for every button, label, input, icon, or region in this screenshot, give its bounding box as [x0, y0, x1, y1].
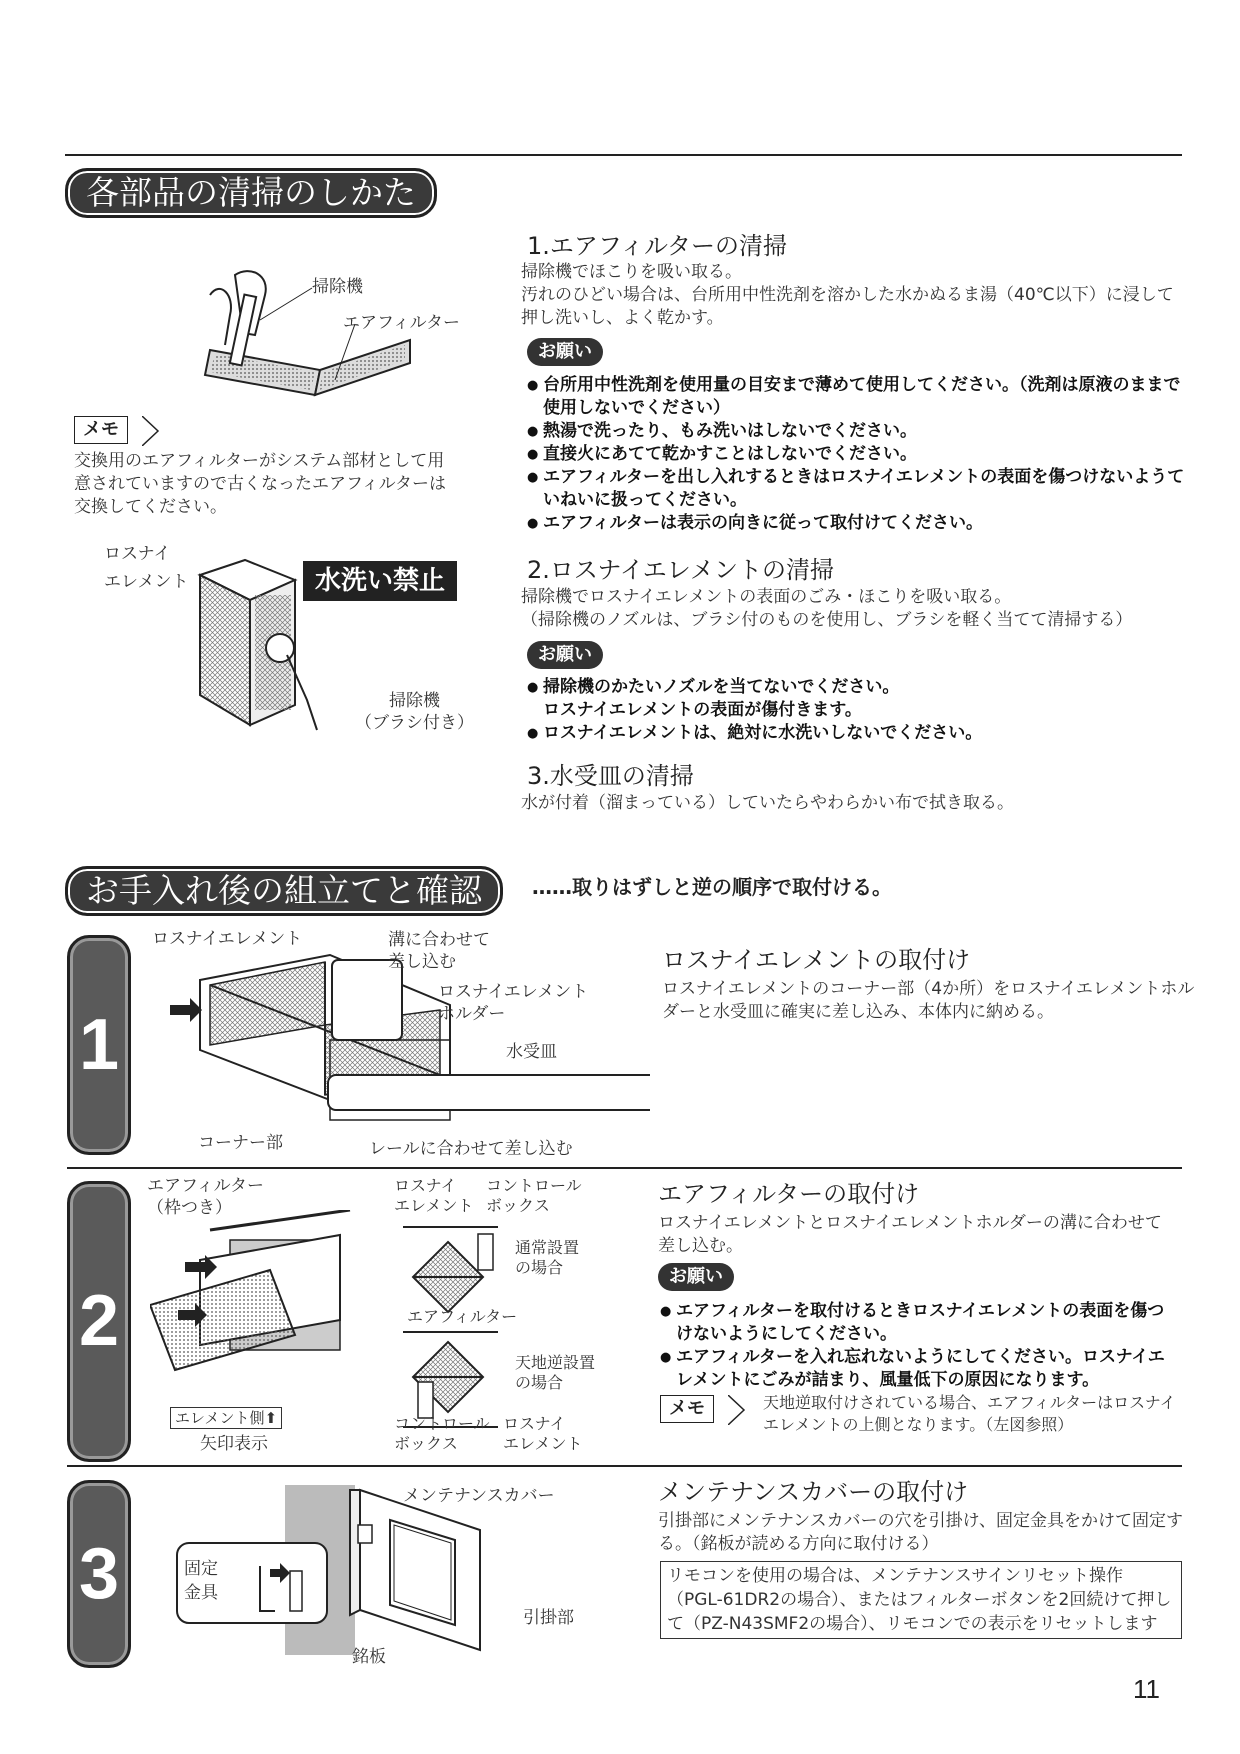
reassembly-subtitle: ……取りはずしと逆の順序で取付ける。 [532, 875, 892, 899]
label-water-tray: 水受皿 [506, 1042, 557, 1062]
step-number-1: 1 [67, 935, 131, 1155]
label-bracket: 固定 金具 [184, 1559, 218, 1603]
list-item: ● 台所用中性洗剤を使用量の目安まで薄めて使用してください。（洗剤は原液のままで使用しないでください） [527, 374, 1187, 420]
text-cover-install: 引掛部にメンテナンスカバーの穴を引掛け、固定金具をかけて固定する。（銘板が読める方向に取付ける） [658, 1511, 1183, 1554]
label-air-filter: エアフィルター [343, 313, 460, 333]
label-nameplate: 銘板 [352, 1647, 386, 1667]
step1-illustration [150, 950, 650, 1140]
label-filter-mid: エアフィルター [407, 1307, 518, 1326]
label-maintenance-cover: メンテナンスカバー [403, 1486, 555, 1506]
arrow-indicator-text: エレメント側 [175, 1409, 265, 1427]
label-arrow-display: 矢印表示 [200, 1434, 268, 1454]
list-item: ● 直接火にあてて乾かすことはしないでください。 [527, 443, 1187, 466]
label-element-step1: ロスナイエレメント [152, 929, 303, 949]
label-holder: ロスナイエレメント ホルダー [438, 982, 589, 1024]
label-rail: レールに合わせて差し込む [369, 1139, 573, 1159]
step-number-3: 3 [67, 1480, 131, 1668]
label-element-top: ロスナイ エレメント [394, 1176, 474, 1215]
text-element-install: ロスナイエレメントのコーナー部（4か所）をロスナイエレメントホルダーと水受皿に確実に差し込み、本体内に納める。 [662, 979, 1195, 1022]
step2-illustration [150, 1210, 360, 1390]
page-number: 11 [1133, 1674, 1160, 1704]
onegai-tag-3: お願い [658, 1263, 734, 1291]
onegai-tag-1: お願い [527, 338, 603, 366]
list-filter-install-cautions [660, 1300, 1180, 1392]
list-item: ● エアフィルターは表示の向きに従って取付けてください。 [527, 512, 1187, 535]
memo-text: 交換用のエアフィルターがシステム部材として用意されていますので古くなったエアフィルターは交換してください。 [74, 451, 446, 517]
list-item: ● エアフィルターを取付けるときロスナイエレメントの表面を傷つけないようにしてください。 [660, 1300, 1180, 1346]
memo-arrow-icon [142, 416, 162, 446]
onegai-tag-2: お願い [527, 641, 603, 669]
label-inverted-install: 天地逆設置 の場合 [515, 1353, 596, 1392]
label-groove: 溝に合わせて 差し込む [388, 930, 490, 972]
list-item: ● 熱湯で洗ったり、もみ洗いはしないでください。 [527, 420, 1187, 443]
text-element-cleaning: 掃除機でロスナイエレメントの表面のごみ・ほこりを吸い取る。 （掃除機のノズルは、ブラシ付のものを使用し、ブラシを軽く当てて清掃する） [521, 587, 1133, 630]
list-element-cautions [527, 676, 1187, 745]
section-title-cleaning: 各部品の清掃のしかた [65, 168, 437, 218]
step-number-2: 2 [67, 1181, 131, 1462]
label-corner: コーナー部 [198, 1133, 283, 1153]
label-lossnay-element: ロスナイ エレメント [104, 544, 189, 592]
list-item: ● ロスナイエレメントは、絶対に水洗いしないでください。 [527, 722, 1187, 745]
badge-no-washing: 水洗い禁止 [303, 561, 457, 601]
label-normal-install: 通常設置 の場合 [515, 1238, 580, 1277]
label-control-bottom: コントロール ボックス [394, 1414, 490, 1453]
list-air-filter-cautions [527, 374, 1187, 535]
memo-arrow-icon [728, 1395, 748, 1425]
remote-reset-note: リモコンを使用の場合は、メンテナンスサインリセット操作（PGL-61DR2の場合）、またはフィルターボタンを2回続けて押して（PZ-N43SMF2の場合）、リモコンでの表示をリセットします [660, 1561, 1182, 1639]
label-vacuum-brush: 掃除機 （ブラシ付き） [355, 691, 474, 733]
list-item: ● エアフィルターを出し入れするときはロスナイエレメントの表面を傷つけないようていねいに扱ってください。 [527, 466, 1187, 512]
label-vacuum: 掃除機 [312, 277, 363, 297]
heading-filter-install: エアフィルターの取付け [658, 1180, 920, 1208]
leader-lines-fig1 [240, 280, 380, 390]
arrow-up-icon: ⬆ [264, 1409, 278, 1427]
heading-element-install: ロスナイエレメントの取付け [662, 946, 971, 974]
heading-element-cleaning: 2.ロスナイエレメントの清掃 [527, 556, 835, 584]
list-item: ● エアフィルターを入れ忘れないようにしてください。ロスナイエレメントにごみが詰まり、風量低下の原因になります。 [660, 1346, 1180, 1392]
label-filter-frame: エアフィルター （枠つき） [147, 1176, 264, 1218]
memo-text-step2: 天地逆取付けされている場合、エアフィルターはロスナイエレメントの上側となります。（左図参照） [763, 1393, 1176, 1434]
orientation-diagram [398, 1222, 528, 1442]
text-filter-install: ロスナイエレメントとロスナイエレメントホルダーの溝に合わせて差し込む。 [658, 1213, 1162, 1256]
heading-air-filter-cleaning: 1.エアフィルターの清掃 [527, 232, 788, 260]
text-tray-cleaning: 水が付着（溜まっている）していたらやわらかい布で拭き取る。 [521, 793, 1014, 813]
heading-tray-cleaning: 3.水受皿の清掃 [527, 762, 694, 790]
section-title-reassembly: お手入れ後の組立てと確認 [65, 866, 503, 916]
label-control-top: コントロール ボックス [486, 1176, 582, 1215]
text-air-filter-cleaning: 掃除機でほこりを吸い取る。 汚れのひどい場合は、台所用中性洗剤を溶かした水かぬるま湯（40℃以下）に浸して押し洗いし、よく乾かす。 [521, 262, 1174, 328]
list-item: ● 掃除機のかたいノズルを当てないでください。 ロスナイエレメントの表面が傷付きます。 [527, 676, 1187, 722]
label-hook: 引掛部 [523, 1608, 574, 1628]
brush-vacuum-icon [262, 630, 332, 740]
memo-tag-step2: メモ [660, 1395, 714, 1423]
arrow-indicator-tag [170, 1407, 282, 1429]
heading-cover-install: メンテナンスカバーの取付け [658, 1478, 969, 1506]
label-element-bottom: ロスナイ エレメント [503, 1414, 583, 1453]
memo-tag: メモ [74, 416, 128, 444]
